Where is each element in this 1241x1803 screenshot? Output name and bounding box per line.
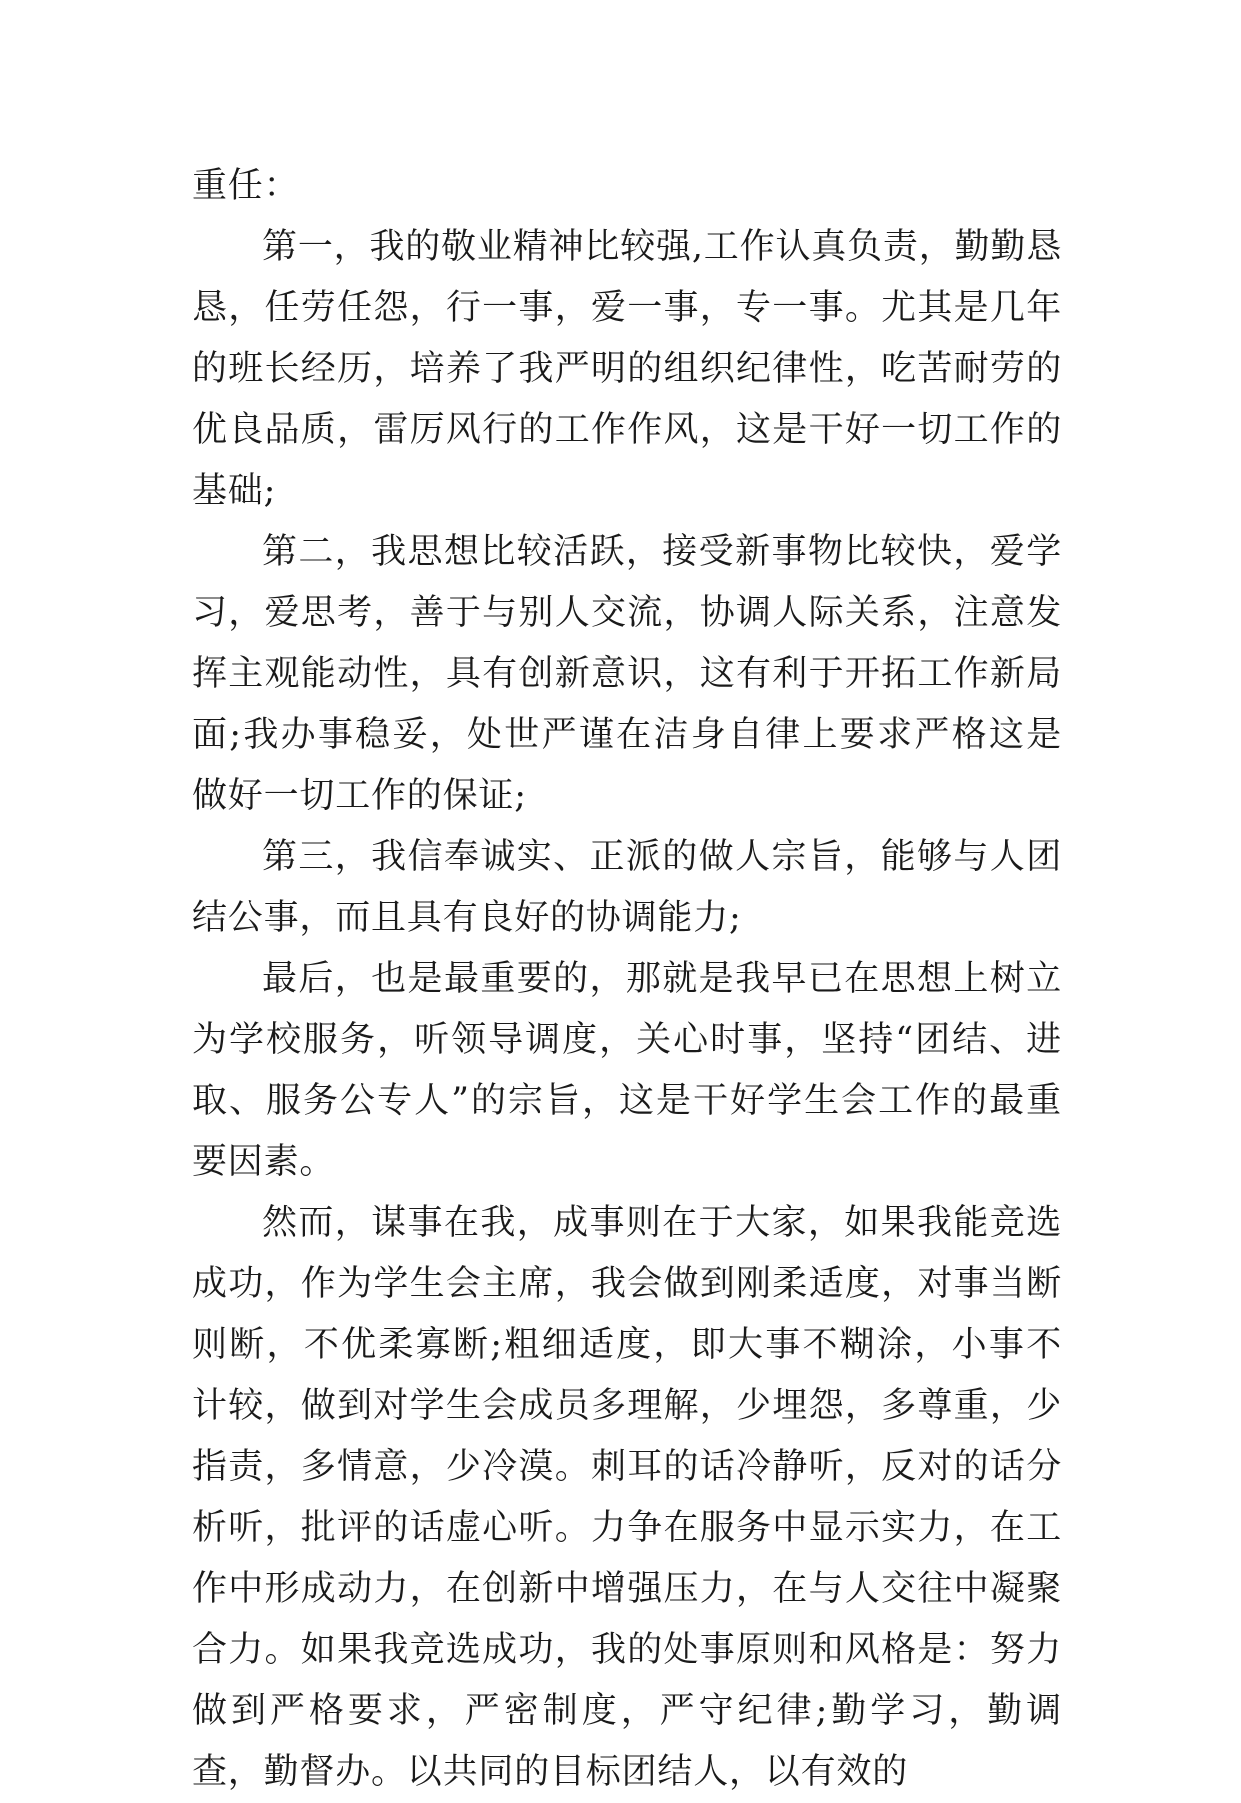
paragraph-2: 第一，我的敬业精神比较强,工作认真负责，勤勤恳恳，任劳任怨，行一事，爱一事，专一事。尤其是几年的班长经历，培养了我严明的组织纪律性，吃苦耐劳的优良品质，雷厉风行的工作作风，这是干好一切工作的基础; (192, 227, 1062, 511)
paragraph-6: 然而，谋事在我，成事则在于大家，如果我能竞选成功，作为学生会主席，我会做到刚柔适度，对事当断则断，不优柔寡断;粗细适度，即大事不糊涂，小事不计较，做到对学生会成员多理解，少埋怨，多尊重，少指责，多情意，少冷漠。刺耳的话冷静听，反对的话分析听，批评的话虚心听。力争在服务中显示实力，在工作中形成动力，在创新中增强压力，在与人交往中凝聚合力。如果我竞选成功，我的处事原则和风格是：努力做到严格要求，严密制度，严守纪律;勤学习，勤调查，勤督办。以共同的目标团结人，以有效的 (192, 1203, 1062, 1792)
paragraph-5: 最后，也是最重要的，那就是我早已在思想上树立为学校服务，听领导调度，关心时事，坚持“团结、进取、服务公专人”的宗旨，这是干好学生会工作的最重要因素。 (192, 959, 1062, 1182)
paragraph-4: 第三，我信奉诚实、正派的做人宗旨，能够与人团结公事，而且具有良好的协调能力; (192, 837, 1062, 938)
document-body (192, 156, 1062, 1803)
paragraph-3: 第二，我思想比较活跃，接受新事物比较快，爱学习，爱思考，善于与别人交流，协调人际关系，注意发挥主观能动性，具有创新意识，这有利于开拓工作新局面;我办事稳妥，处世严谨在洁身自律上要求严格这是做好一切工作的保证; (192, 532, 1062, 816)
paragraph-1: 重任： (192, 166, 300, 206)
